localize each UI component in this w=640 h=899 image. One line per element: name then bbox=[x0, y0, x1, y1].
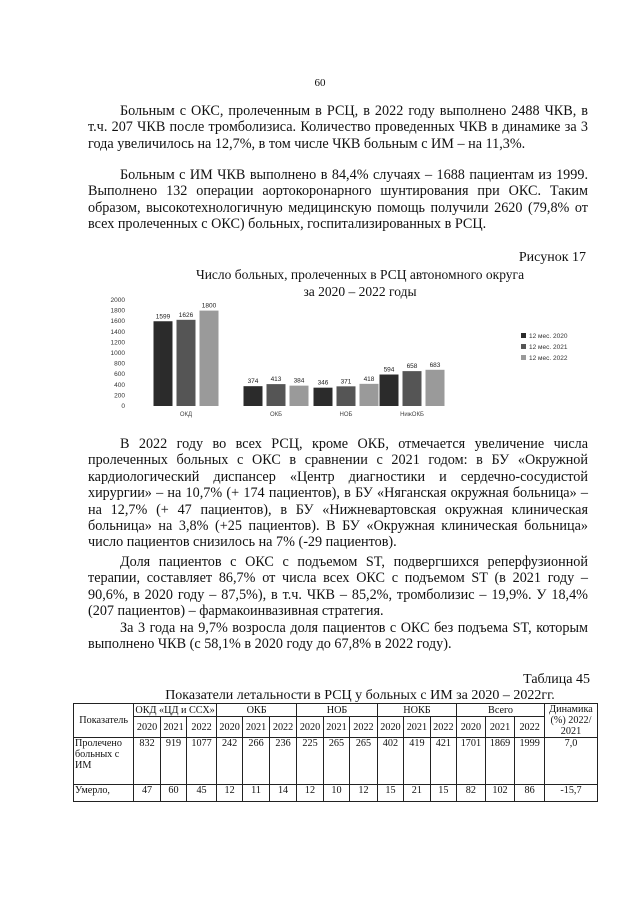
table-cell: 45 bbox=[187, 785, 217, 802]
year-header: 2022 bbox=[515, 717, 545, 738]
dynamics-cell: -15,7 bbox=[544, 785, 597, 802]
year-header: 2020 bbox=[457, 717, 486, 738]
legend-swatch bbox=[521, 344, 526, 349]
table-cell: 265 bbox=[350, 738, 378, 785]
bar bbox=[403, 371, 422, 406]
bar bbox=[177, 320, 196, 406]
y-tick-label: 2000 bbox=[110, 297, 125, 304]
table-cell: 11 bbox=[243, 785, 269, 802]
table-cell: 919 bbox=[160, 738, 186, 785]
table-cell: 1999 bbox=[515, 738, 545, 785]
year-header: 2020 bbox=[216, 717, 242, 738]
y-tick-label: 1000 bbox=[110, 350, 125, 357]
bar-value-label: 658 bbox=[406, 363, 418, 371]
bar bbox=[360, 384, 379, 406]
bar bbox=[337, 386, 356, 406]
figure-label: Рисунок 17 bbox=[518, 250, 586, 265]
table-cell: 265 bbox=[323, 738, 349, 785]
table-cell: 1869 bbox=[485, 738, 515, 785]
table-cell: 1077 bbox=[187, 738, 217, 785]
table-cell: 402 bbox=[377, 738, 403, 785]
year-header: 2020 bbox=[297, 717, 323, 738]
table-cell: 419 bbox=[404, 738, 430, 785]
bar-chart bbox=[100, 294, 590, 418]
table-row-died bbox=[74, 785, 598, 802]
y-tick-label: 800 bbox=[114, 360, 125, 368]
row-label-treated: Пролечено больных с ИМ bbox=[74, 738, 134, 785]
table-cell: 242 bbox=[216, 738, 242, 785]
legend-label: 12 мес. 2022 bbox=[529, 355, 568, 362]
y-tick-label: 1600 bbox=[110, 318, 125, 326]
bar bbox=[200, 311, 219, 406]
bar-value-label: 346 bbox=[317, 379, 329, 387]
group-header-okb: ОКБ bbox=[216, 704, 296, 717]
year-header: 2021 bbox=[485, 717, 515, 738]
legend-label: 12 мес. 2020 bbox=[529, 333, 568, 340]
bar bbox=[244, 386, 263, 406]
dynamics-cell: 7,0 bbox=[544, 738, 597, 785]
y-tick-label: 1400 bbox=[110, 328, 125, 336]
table-cell: 21 bbox=[404, 785, 430, 802]
bar-value-label: 1599 bbox=[155, 313, 171, 321]
category-label: НижОКБ bbox=[400, 412, 424, 418]
y-tick-label: 1800 bbox=[110, 307, 125, 315]
bar-value-label: 374 bbox=[247, 378, 259, 386]
table-title: Показатели летальности в РСЦ у больных с ИМ за 2020 – 2022гг. bbox=[165, 688, 555, 703]
year-header: 2020 bbox=[134, 717, 160, 738]
table-cell: 14 bbox=[269, 785, 297, 802]
year-header: 2021 bbox=[243, 717, 269, 738]
category-label: ОКБ bbox=[269, 412, 283, 418]
bar bbox=[290, 386, 309, 406]
y-tick-label: 200 bbox=[114, 392, 125, 400]
year-header: 2022 bbox=[187, 717, 217, 738]
table-cell: 12 bbox=[216, 785, 242, 802]
table-cell: 82 bbox=[457, 785, 486, 802]
group-header-nokb: НОКБ bbox=[377, 704, 456, 717]
bar-value-label: 1626 bbox=[178, 311, 194, 319]
y-tick-label: 0 bbox=[121, 403, 125, 410]
paragraph-treated-growth: В 2022 году во всех РСЦ, кроме ОКБ, отмечается увеличение числа пролеченных больных с ОКС в сравнении с 2021 годом: в БУ «Окружной кардиологический диспансер «Центр диагностики и сердечно-сосудистой хирургии» – на 10,7% (+ 174 пациентов), в БУ «Няганская окружная больница» – на 12,7% (+ 47 пациентов), в БУ «Нижневартовская окружная клиническая больница» на 3,8% (+25 пациентов). В БУ «Окружная клиническая больница» число пациентов снизилось на 7% (-29 пациентов). bbox=[88, 436, 588, 551]
bar-value-label: 594 bbox=[383, 366, 395, 374]
bar bbox=[314, 388, 333, 406]
table-cell: 60 bbox=[160, 785, 186, 802]
bar bbox=[154, 321, 173, 406]
bar bbox=[426, 370, 445, 406]
table-cell: 12 bbox=[350, 785, 378, 802]
table-cell: 10 bbox=[323, 785, 349, 802]
table-cell: 102 bbox=[485, 785, 515, 802]
category-label: ОКД bbox=[179, 412, 193, 418]
table-cell: 15 bbox=[377, 785, 403, 802]
legend-swatch bbox=[521, 333, 526, 338]
table-cell: 266 bbox=[243, 738, 269, 785]
paragraph-reperfusion: Доля пациентов с ОКС с подъемом ST, подвергшихся реперфузионной терапии, составляет 86,7% от числа всех ОКС с подъемом ST (в 2021 году – 90,6%, в 2020 году – 87,5%), в т.ч. ЧКВ – 85,2%, тромболизис – 19,9%. У 18,4% (207 пациентов) – фармакоинвазивная стратегия. bbox=[88, 554, 588, 620]
year-header: 2021 bbox=[160, 717, 186, 738]
dynamics-header: Динамика (%) 2022/ 2021 bbox=[544, 704, 597, 738]
table-cell: 12 bbox=[297, 785, 323, 802]
row-label-died: Умерло, bbox=[74, 785, 134, 802]
bar-value-label: 371 bbox=[340, 378, 352, 386]
paragraph-non-st-pci: За 3 года на 9,7% возросла доля пациентов с ОКС без подъема ST, которым выполнено ЧКВ (с 58,1% в 2020 году до 67,8% в 2022 году). bbox=[88, 620, 588, 653]
table-year-row bbox=[74, 717, 598, 738]
indicator-header: Показатель bbox=[74, 704, 134, 738]
figure-title-line-2: за 2020 – 2022 годы bbox=[303, 284, 417, 299]
table-cell: 1701 bbox=[457, 738, 486, 785]
table-cell: 421 bbox=[430, 738, 456, 785]
mortality-table bbox=[73, 703, 598, 802]
table-cell: 15 bbox=[430, 785, 456, 802]
table-cell: 225 bbox=[297, 738, 323, 785]
table-label: Таблица 45 bbox=[523, 672, 590, 687]
bar-value-label: 413 bbox=[270, 376, 282, 384]
year-header: 2021 bbox=[404, 717, 430, 738]
table-header-row bbox=[74, 704, 598, 717]
paragraph-mi-pci: Больным с ИМ ЧКВ выполнено в 84,4% случаях – 1688 пациентам из 1999. Выполнено 132 операции аортокоронарного шунтирования при ОКС. Таким образом, высокотехнологичную медицинскую помощь получили 2620 (79,8% от всех пролеченных с ОКС) больных, госпитализированных в РСЦ. bbox=[88, 167, 588, 233]
group-header-total: Всего bbox=[457, 704, 545, 717]
year-header: 2022 bbox=[430, 717, 456, 738]
bar bbox=[380, 375, 399, 406]
group-header-okd: ОКД «ЦД и ССХ» bbox=[135, 704, 215, 716]
table-cell: 86 bbox=[515, 785, 545, 802]
bar-value-label: 683 bbox=[429, 361, 441, 369]
bar-value-label: 1800 bbox=[201, 302, 217, 310]
page-number: 60 bbox=[314, 77, 326, 89]
bar bbox=[267, 384, 286, 406]
table-cell: 832 bbox=[134, 738, 160, 785]
y-tick-label: 400 bbox=[114, 381, 125, 389]
year-header: 2022 bbox=[269, 717, 297, 738]
group-header-nob: НОБ bbox=[297, 704, 377, 717]
legend-swatch bbox=[521, 355, 526, 360]
table-cell: 236 bbox=[269, 738, 297, 785]
year-header: 2022 bbox=[350, 717, 378, 738]
figure-title-line-1: Число больных, пролеченных в РСЦ автономного округа bbox=[195, 267, 525, 282]
bar-value-label: 418 bbox=[363, 375, 375, 383]
year-header: 2020 bbox=[377, 717, 403, 738]
category-label: НОБ bbox=[339, 412, 353, 418]
paragraph-pci-summary: Больным с ОКС, пролеченным в РСЦ, в 2022 году выполнено 2488 ЧКВ, в т.ч. 207 ЧКВ после тромболизиса. Количество проведенных ЧКВ в динамике за 3 года увеличилось на 12,7%, в том числе ЧКВ больным с ИМ – на 11,3%. bbox=[88, 103, 588, 152]
bar-value-label: 384 bbox=[293, 377, 305, 385]
table-cell: 47 bbox=[134, 785, 160, 802]
y-tick-label: 600 bbox=[114, 371, 125, 379]
y-tick-label: 1200 bbox=[110, 339, 125, 347]
table-row-treated bbox=[74, 738, 598, 785]
year-header: 2021 bbox=[323, 717, 349, 738]
legend-label: 12 мес. 2021 bbox=[529, 344, 568, 351]
